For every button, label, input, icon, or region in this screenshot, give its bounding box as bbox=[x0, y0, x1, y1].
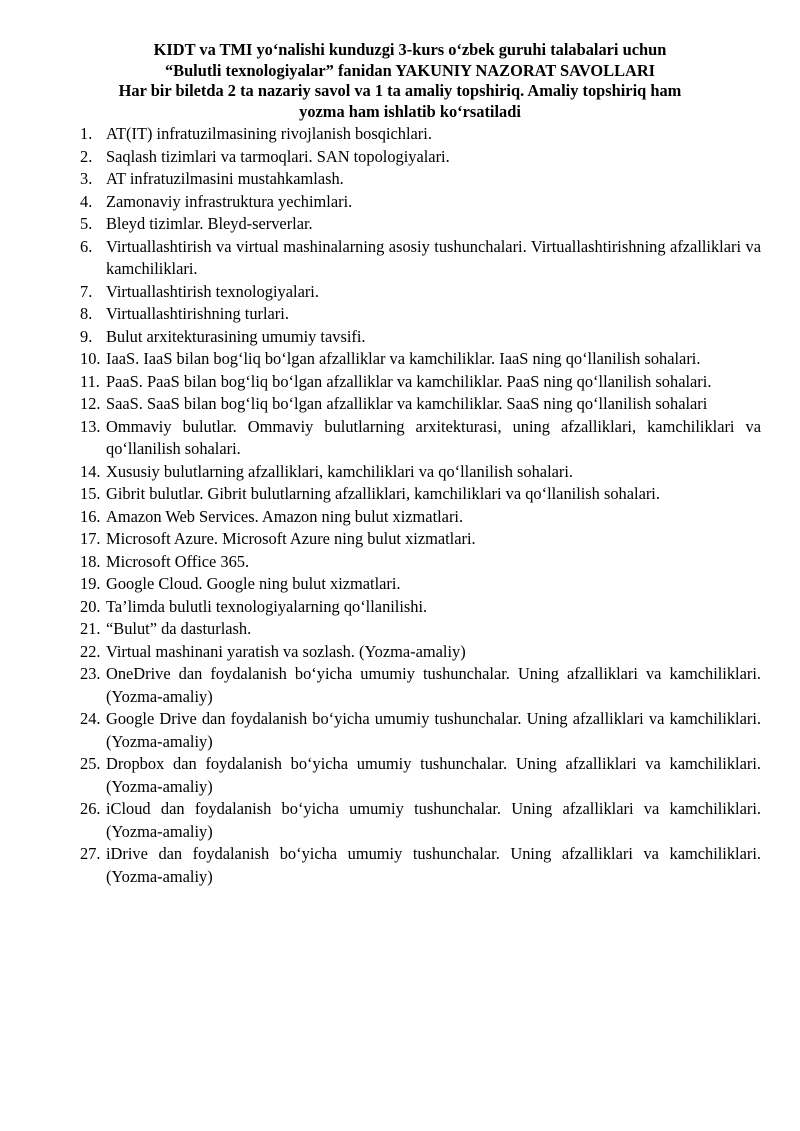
question-item bbox=[0, 483, 800, 506]
question-text: OneDrive dan foydalanish bo‘yicha umumiy tushunchalar. Uning afzalliklari va kamchiliklari. (Yozma-amaliy) bbox=[106, 664, 761, 706]
question-number: 14. bbox=[80, 461, 101, 481]
question-item bbox=[0, 348, 800, 371]
question-text: Virtuallashtirish va virtual mashinalarning asosiy tushunchalari. Virtuallashtirishning afzalliklari va kamchiliklari. bbox=[106, 236, 761, 278]
question-item bbox=[0, 618, 800, 641]
question-text: Bulut arxitekturasining umumiy tavsifi. bbox=[106, 326, 366, 346]
question-text: Virtuallashtirish texnologiyalari. bbox=[106, 281, 319, 301]
question-item bbox=[0, 168, 800, 191]
header-line-4: yozma ham ishlatib ko‘rsatiladi bbox=[299, 101, 521, 121]
question-item bbox=[0, 191, 800, 214]
question-number: 6. bbox=[80, 236, 93, 256]
question-text: Ommaviy bulutlar. Ommaviy bulutlarning arxitekturasi, uning afzalliklari, kamchiliklari va qo‘llanilish sohalari. bbox=[106, 416, 761, 458]
question-text: Google Cloud. Google ning bulut xizmatlari. bbox=[106, 574, 401, 593]
question-item bbox=[0, 753, 800, 798]
question-number: 10. bbox=[80, 349, 101, 368]
question-text: Saqlash tizimlari va tarmoqlari. SAN topologiyalari. bbox=[106, 146, 450, 166]
question-number: 11. bbox=[80, 371, 100, 391]
header-line-1: KIDT va TMI yo‘nalishi kunduzgi 3-kurs o‘zbek guruhi talabalari uchun bbox=[153, 40, 667, 59]
question-item bbox=[0, 416, 800, 461]
question-text: AT infratuzilmasini mustahkamlash. bbox=[106, 169, 344, 188]
question-number: 22. bbox=[80, 641, 101, 661]
question-text: Virtual mashinani yaratish va sozlash. (Yozma-amaliy) bbox=[106, 641, 466, 661]
question-number: 2. bbox=[80, 146, 93, 166]
question-text: Virtuallashtirishning turlari. bbox=[106, 304, 289, 323]
question-item bbox=[0, 596, 800, 619]
question-number: 8. bbox=[80, 304, 93, 323]
question-text: PaaS. PaaS bilan bog‘liq bo‘lgan afzalliklar va kamchiliklar. PaaS ning qo‘llanilish sohalari. bbox=[106, 371, 712, 391]
question-text: Ta’limda bulutli texnologiyalarning qo‘llanilishi. bbox=[106, 596, 428, 616]
question-number: 27. bbox=[80, 844, 101, 863]
question-number: 5. bbox=[80, 214, 93, 233]
question-item bbox=[0, 236, 800, 281]
question-item bbox=[0, 123, 800, 146]
question-item bbox=[0, 641, 800, 664]
question-number: 4. bbox=[80, 191, 93, 211]
question-item bbox=[0, 708, 800, 753]
question-text: Bleyd tizimlar. Bleyd-serverlar. bbox=[106, 214, 313, 233]
question-number: 20. bbox=[80, 596, 101, 616]
question-number: 12. bbox=[80, 394, 101, 413]
question-item bbox=[0, 551, 800, 574]
question-item bbox=[0, 146, 800, 169]
question-text: Dropbox dan foydalanish bo‘yicha umumiy tushunchalar. Uning afzalliklari va kamchiliklari. (Yozma-amaliy) bbox=[106, 754, 761, 796]
header-line-2: “Bulutli texnologiyalar” fanidan YAKUNIY NAZORAT SAVOLLARI bbox=[164, 60, 656, 80]
question-text: Amazon Web Services. Amazon ning bulut xizmatlari. bbox=[106, 506, 464, 526]
question-item bbox=[0, 528, 800, 551]
question-text: Google Drive dan foydalanish bo‘yicha umumiy tushunchalar. Uning afzalliklari va kamchiliklari. (Yozma-amaliy) bbox=[106, 709, 761, 751]
question-number: 19. bbox=[80, 574, 101, 593]
question-text: Xususiy bulutlarning afzalliklari, kamchiliklari va qo‘llanilish sohalari. bbox=[106, 461, 574, 481]
question-text: IaaS. IaaS bilan bog‘liq bo‘lgan afzalliklar va kamchiliklar. IaaS ning qo‘llanilish sohalari. bbox=[106, 349, 701, 368]
question-text: Microsoft Office 365. bbox=[106, 551, 250, 571]
question-number: 18. bbox=[80, 551, 101, 571]
question-item bbox=[0, 326, 800, 349]
document-header bbox=[60, 40, 760, 122]
question-item bbox=[0, 798, 800, 843]
question-number: 17. bbox=[80, 529, 101, 548]
question-number: 9. bbox=[80, 326, 93, 346]
question-text: Microsoft Azure. Microsoft Azure ning bulut xizmatlari. bbox=[106, 529, 476, 548]
question-item bbox=[0, 843, 800, 888]
question-text: iDrive dan foydalanish bo‘yicha umumiy tushunchalar. Uning afzalliklari va kamchiliklari. (Yozma-amaliy) bbox=[106, 844, 761, 886]
header-line-3: Har bir biletda 2 ta nazariy savol va 1 ta amaliy topshiriq. Amaliy topshiriq ham bbox=[118, 81, 682, 100]
question-item bbox=[0, 213, 800, 236]
question-item bbox=[0, 663, 800, 708]
question-text: Zamonaviy infrastruktura yechimlari. bbox=[106, 191, 353, 211]
question-number: 25. bbox=[80, 754, 101, 773]
question-number: 21. bbox=[80, 619, 101, 638]
question-number: 1. bbox=[80, 124, 93, 143]
question-item bbox=[0, 573, 800, 596]
question-text: SaaS. SaaS bilan bog‘liq bo‘lgan afzalliklar va kamchiliklar. SaaS ning qo‘llanilish sohalari bbox=[106, 394, 708, 413]
question-number: 13. bbox=[80, 416, 101, 436]
question-number: 3. bbox=[80, 169, 93, 188]
question-number: 15. bbox=[80, 484, 101, 503]
question-item bbox=[0, 371, 800, 394]
question-item bbox=[0, 303, 800, 326]
question-number: 26. bbox=[80, 799, 101, 818]
question-text: “Bulut” da dasturlash. bbox=[106, 619, 252, 638]
question-text: Gibrit bulutlar. Gibrit bulutlarning afzalliklari, kamchiliklari va qo‘llanilish sohalari. bbox=[106, 484, 660, 503]
question-item bbox=[0, 506, 800, 529]
question-item bbox=[0, 461, 800, 484]
question-text: AT(IT) infratuzilmasining rivojlanish bosqichlari. bbox=[106, 124, 432, 143]
question-number: 7. bbox=[80, 281, 93, 301]
question-number: 24. bbox=[80, 709, 101, 728]
question-number: 23. bbox=[80, 664, 101, 683]
question-item bbox=[0, 281, 800, 304]
question-item bbox=[0, 393, 800, 416]
question-number: 16. bbox=[80, 506, 101, 526]
question-list bbox=[0, 123, 800, 888]
question-text: iCloud dan foydalanish bo‘yicha umumiy tushunchalar. Uning afzalliklari va kamchiliklari. (Yozma-amaliy) bbox=[106, 799, 761, 841]
